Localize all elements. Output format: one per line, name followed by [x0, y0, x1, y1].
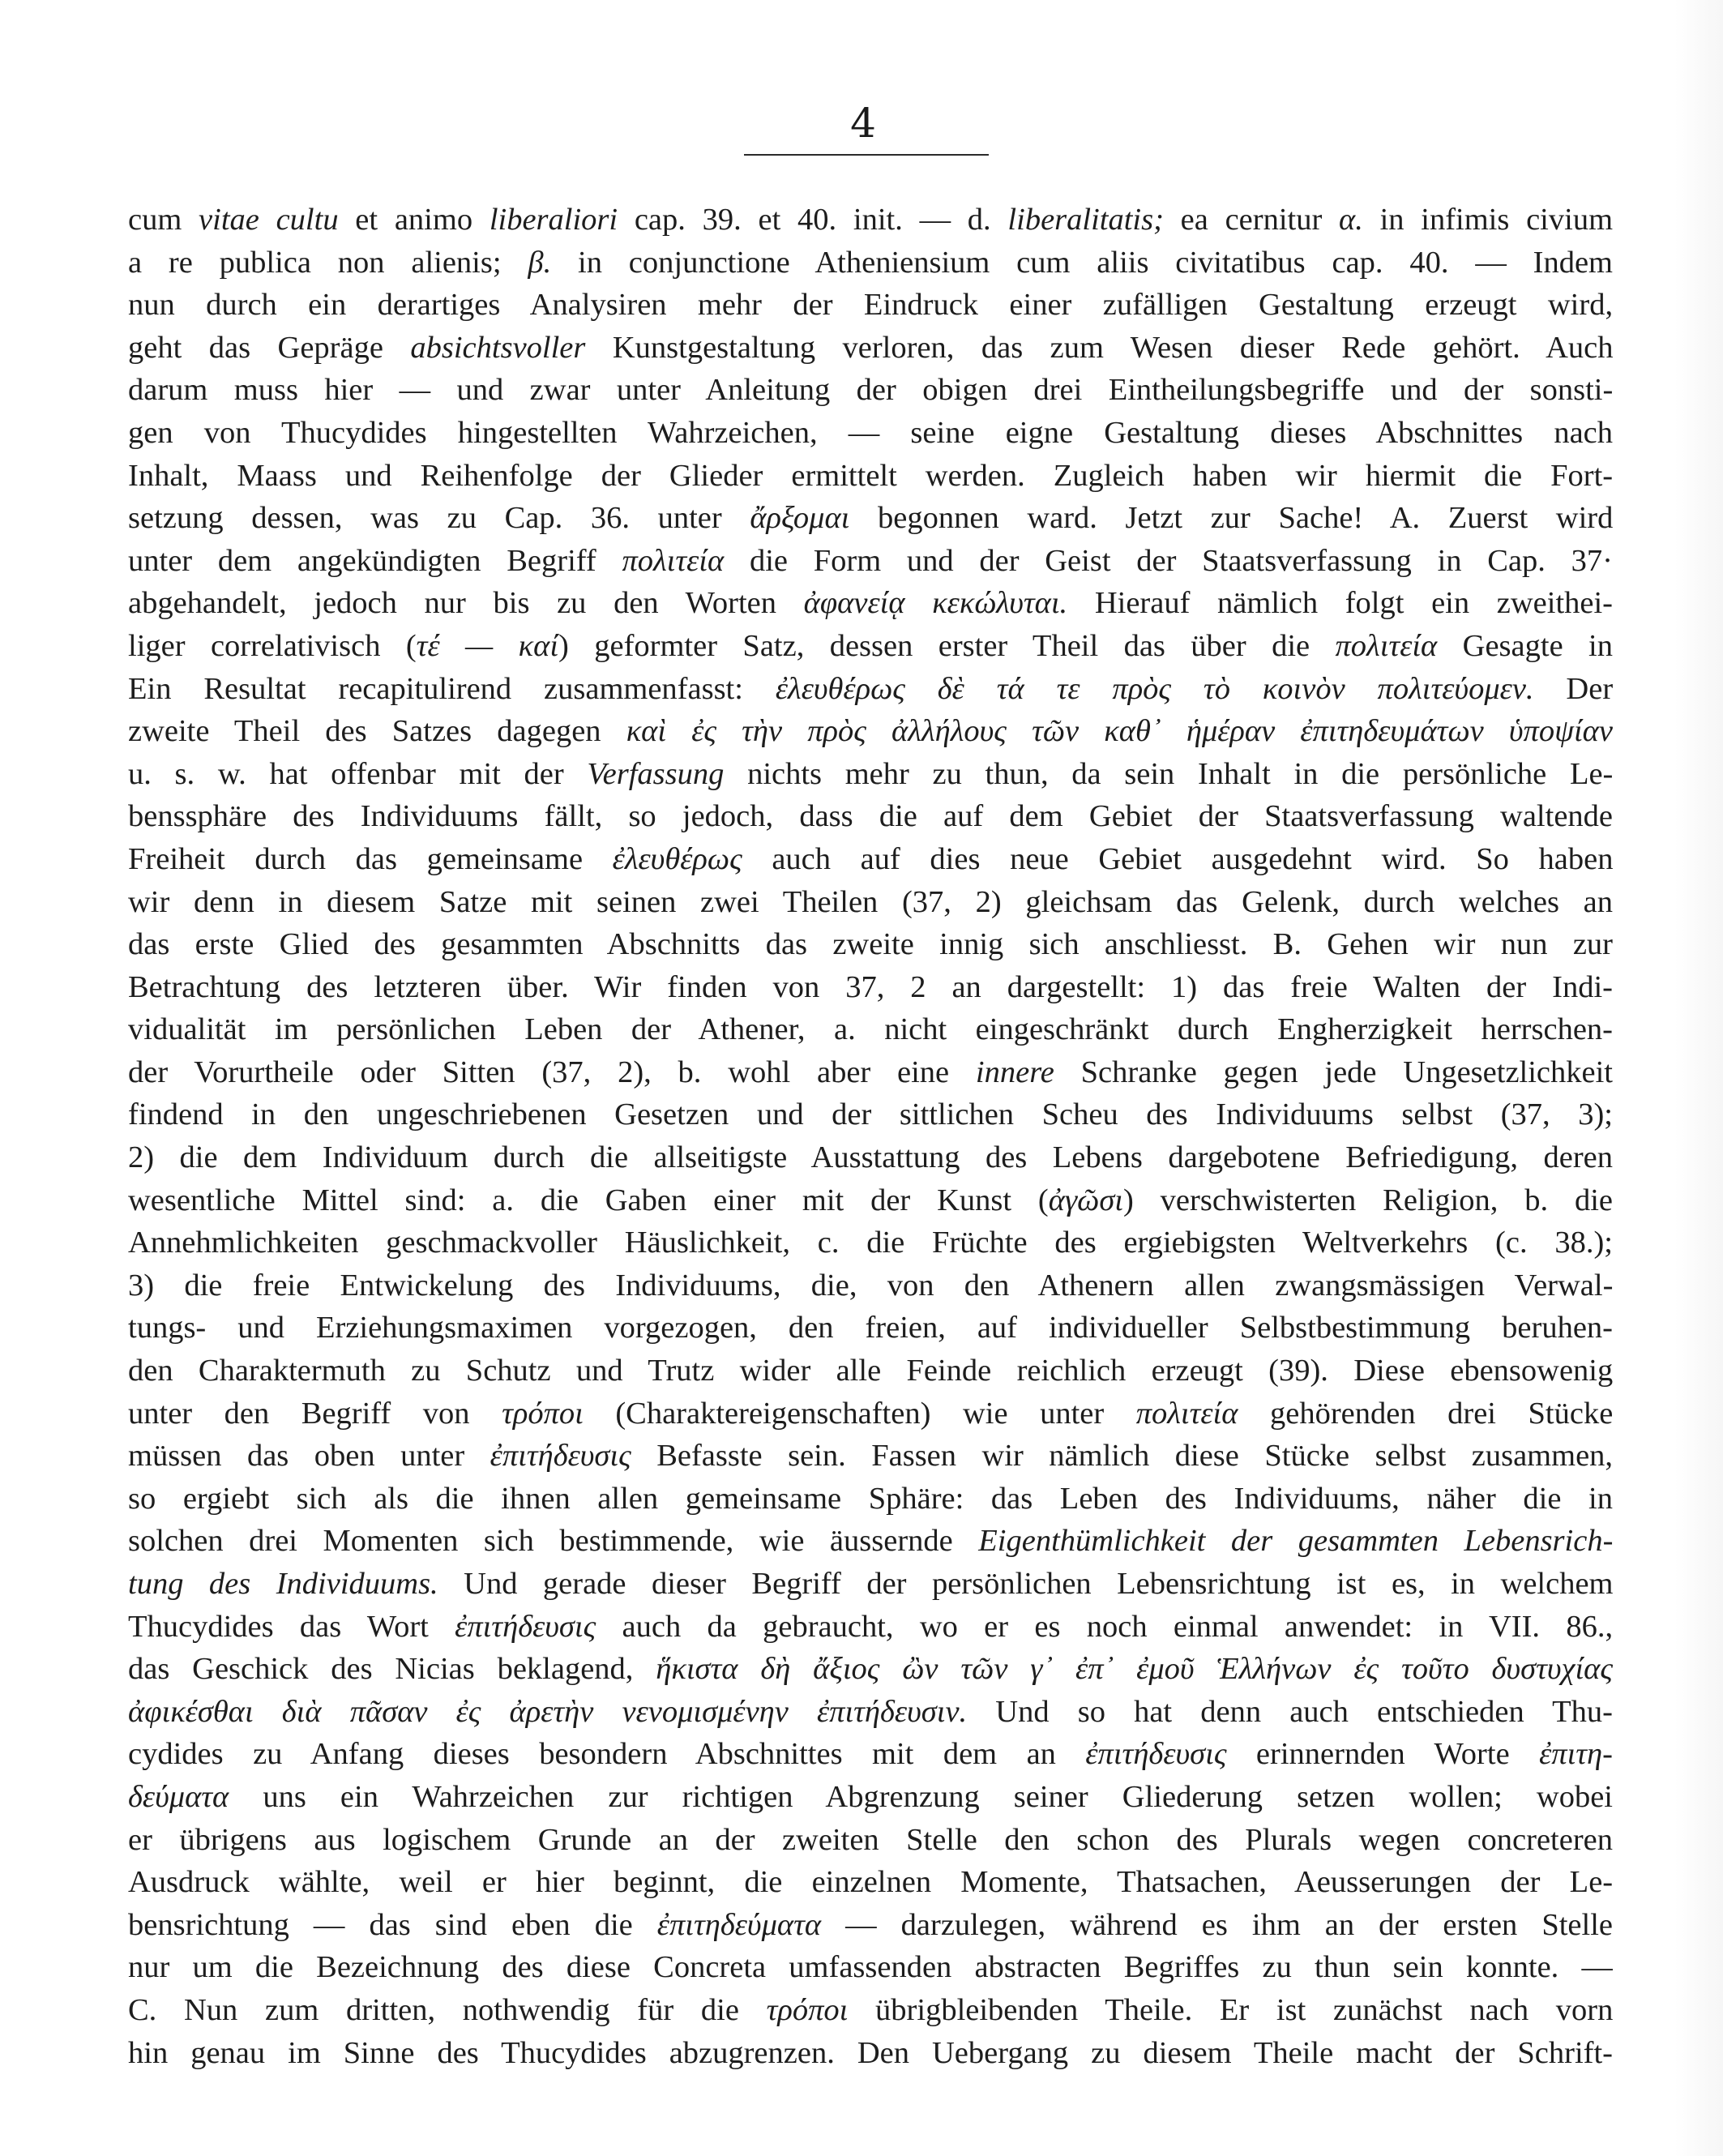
text-line [128, 625, 1613, 668]
text-segment: u. s. w. hat offenbar mit der [128, 756, 588, 791]
italic-text: liberaliori [489, 203, 618, 237]
text-segment: abgehandelt, jedoch nur bis zu den Worten [128, 586, 804, 621]
text-segment: gen von Thucydides hingestellten Wahrzeichen, — seine eigne Gestaltung dieses Abschnittes nach [128, 415, 1613, 450]
text-segment: cydides zu Anfang dieses besondern Abschnittes mit dem an [128, 1737, 1086, 1772]
paper-edge [1674, 0, 1723, 2156]
text-line [128, 1648, 1613, 1691]
italic-text: ἐπιτηδεύματα [656, 1907, 822, 1942]
text-segment: a re publica non alienis; [128, 245, 528, 280]
text-line [128, 1520, 1613, 1563]
italic-text: τρόποι [502, 1396, 584, 1431]
text-line [128, 1051, 1613, 1094]
text-segment: in conjunctione Atheniensium cum aliis civitatibus cap. 40. — Indem [551, 245, 1613, 280]
text-line [128, 540, 1613, 583]
text-segment: 2) die dem Individuum durch die allseitigste Ausstattung des Lebens dargebotene Befriedigung, deren [128, 1140, 1613, 1175]
italic-text: β. [528, 245, 552, 280]
italic-text: ἀγῶσι [1048, 1183, 1123, 1217]
text-segment: Der [1533, 671, 1613, 706]
italic-text: τέ — καί [416, 628, 559, 663]
text-segment: Thucydides das Wort [128, 1609, 455, 1644]
text-segment: — darzulegen, während es ihm an der ersten Stelle [821, 1907, 1613, 1942]
text-segment: Schranke gegen jede Ungesetzlichkeit [1054, 1054, 1613, 1089]
text-segment: Und gerade dieser Begriff der persönlichen Lebensrichtung ist es, in welchem [438, 1567, 1613, 1601]
text-segment: Befasste sein. Fassen wir nämlich diese Stücke selbst zusammen, [631, 1439, 1613, 1474]
text-segment: Und so hat denn auch entschieden Thu- [967, 1694, 1613, 1729]
text-segment: Gesagte in [1437, 628, 1613, 663]
text-line [128, 1392, 1613, 1435]
text-segment: Betrachtung des letzteren über. Wir finden von 37, 2 an dargestellt: 1) das freie Walten der Indi- [128, 969, 1613, 1004]
italic-text: ἐπιτη- [1539, 1737, 1613, 1772]
text-segment: unter dem angekündigten Begriff [128, 543, 622, 578]
text-line [128, 1776, 1613, 1819]
text-segment: unter den Begriff von [128, 1396, 502, 1431]
text-segment: C. Nun zum dritten, nothwendig für die [128, 1992, 767, 2027]
text-segment: darum muss hier — und zwar unter Anleitung der obigen drei Eintheilungsbegriffe und der sonsti- [128, 373, 1613, 408]
text-segment: übrigbleibenden Theile. Er ist zunächst nach vorn [848, 1992, 1613, 2027]
text-line [128, 284, 1613, 327]
text-line [128, 1691, 1613, 1734]
text-segment: der Vorurtheile oder Sitten (37, 2), b. wohl aber eine [128, 1054, 976, 1089]
italic-text: ἐπιτήδευσις [1085, 1737, 1227, 1772]
text-line [128, 1819, 1613, 1862]
text-segment: Ein Resultat recapitulirend zusammenfasst: [128, 671, 776, 706]
text-line [128, 1136, 1613, 1179]
header-rule [744, 154, 989, 156]
text-line [128, 1733, 1613, 1776]
text-segment: die Form und der Geist der Staatsverfassung in Cap. 37· [724, 543, 1613, 578]
text-line [128, 1093, 1613, 1136]
text-segment: Hierauf nämlich folgt ein zweithei- [1067, 586, 1613, 621]
text-line [128, 1264, 1613, 1307]
italic-text: καὶ ἐς τὴν πρὸς ἀλλήλους τῶν καθ᾽ ἡμέραν ἐπιτηδευμάτων ὑποψίαν [626, 714, 1613, 749]
text-segment: ) verschwisterten Religion, b. die [1123, 1183, 1613, 1217]
page-number: 4 [850, 100, 876, 147]
text-line [128, 369, 1613, 412]
text-segment: erinnernden Worte [1226, 1737, 1540, 1772]
text-segment: gehörenden drei Stücke [1238, 1396, 1613, 1431]
text-segment: müssen das oben unter [128, 1439, 490, 1474]
text-segment: 3) die freie Entwickelung des Individuums, die, von den Athenern allen zwangsmässigen Verwal- [128, 1268, 1613, 1303]
text-line [128, 1008, 1613, 1051]
text-segment: Freiheit durch das gemeinsame [128, 841, 613, 876]
italic-text: ἐπιτήδευσις [455, 1609, 596, 1644]
italic-text: πολιτεία [622, 543, 725, 578]
text-segment: uns ein Wahrzeichen zur richtigen Abgrenzung seiner Gliederung setzen wollen; wobei [229, 1779, 1613, 1814]
text-segment: ea cernitur [1163, 203, 1340, 237]
text-segment: tungs- und Erziehungsmaximen vorgezogen, den freien, auf individueller Selbstbestimmung beruhen- [128, 1311, 1613, 1345]
text-segment: Kunstgestaltung verloren, das zum Wesen dieser Rede gehört. Auch [585, 330, 1613, 365]
italic-text: Eigenthümlichkeit der gesammten Lebensrich- [978, 1524, 1613, 1559]
text-segment: das erste Glied des gesammten Abschnitts das zweite innig sich anschliesst. B. Gehen wir nun zur [128, 927, 1613, 962]
text-line [128, 242, 1613, 284]
text-segment: vidualität im persönlichen Leben der Athener, a. nicht eingeschränkt durch Engherzigkeit herrschen- [128, 1012, 1613, 1047]
text-line [128, 1606, 1613, 1649]
text-line [128, 710, 1613, 753]
text-segment: begonnen ward. Jetzt zur Sache! A. Zuerst wird [849, 501, 1613, 536]
text-segment: solchen drei Momenten sich bestimmende, wie äussernde [128, 1524, 979, 1559]
text-line [128, 881, 1613, 924]
text-line [128, 412, 1613, 455]
text-line [128, 923, 1613, 966]
text-segment: wir denn in diesem Satze mit seinen zwei Theilen (37, 2) gleichsam das Gelenk, durch welches an [128, 884, 1613, 919]
text-segment: Ausdruck wählte, weil er hier beginnt, die einzelnen Momente, Thatsachen, Aeusserungen der Le- [128, 1865, 1613, 1900]
text-line [128, 199, 1613, 242]
body-text [128, 199, 1613, 2074]
text-segment: liger correlativisch ( [128, 628, 417, 663]
italic-text: ἄρξομαι [750, 501, 850, 536]
italic-text: Verfassung [587, 756, 725, 791]
text-line [128, 1563, 1613, 1606]
text-line [128, 327, 1613, 370]
italic-text: ἀφικέσθαι διὰ πᾶσαν ἐς ἀρετὴν νενομισμένην ἐπιτήδευσιν. [128, 1694, 968, 1729]
text-segment: hin genau im Sinne des Thucydides abzugrenzen. Den Uebergang zu diesem Theile macht der Schrift- [128, 2035, 1613, 2070]
text-line [128, 838, 1613, 881]
italic-text: vitae cultu [199, 203, 339, 237]
italic-text: πολιτεία [1135, 1396, 1238, 1431]
text-line [128, 1179, 1613, 1222]
text-line [128, 1307, 1613, 1350]
italic-text: tung des Individuums. [128, 1567, 438, 1601]
text-segment: findend in den ungeschriebenen Gesetzen und der sittlichen Scheu des Individuums selbst (37, 3); [128, 1097, 1613, 1132]
text-line [128, 1904, 1613, 1947]
text-segment: setzung dessen, was zu Cap. 36. unter [128, 501, 750, 536]
text-line [128, 1946, 1613, 1989]
italic-text: ἥκιστα δὴ ἄξιος ὢν τῶν γ᾽ ἐπ᾽ ἐμοῦ Ἑλλήνων ἐς τοῦτο δυστυχίας [656, 1652, 1613, 1687]
text-segment: (Charaktereigenschaften) wie unter [583, 1396, 1136, 1431]
text-segment: geht das Gepräge [128, 330, 411, 365]
text-line [128, 668, 1613, 711]
text-line [128, 966, 1613, 1009]
text-segment: cap. 39. et 40. init. — d. [618, 203, 1008, 237]
text-segment: auch da gebraucht, wo er es noch einmal anwendet: in VII. 86., [596, 1609, 1613, 1644]
text-segment: nun durch ein derartiges Analysiren mehr der Eindruck einer zufälligen Gestaltung erzeugt wird, [128, 288, 1613, 323]
text-segment: Inhalt, Maass und Reihenfolge der Glieder ermittelt werden. Zugleich haben wir hiermit die Fort- [128, 458, 1613, 493]
text-line [128, 1478, 1613, 1521]
text-line [128, 753, 1613, 796]
italic-text: ἀφανείᾳ κεκώλυται. [803, 586, 1068, 621]
text-segment: wesentliche Mittel sind: a. die Gaben einer mit der Kunst ( [128, 1183, 1049, 1217]
text-segment: er übrigens aus logischem Grunde an der zweiten Stelle den schon des Plurals wegen concreteren [128, 1822, 1613, 1857]
italic-text: τρόποι [766, 1992, 849, 2027]
italic-text: πολιτεία [1335, 628, 1438, 663]
text-line [128, 455, 1613, 498]
text-segment: ) geformter Satz, dessen erster Theil das über die [558, 628, 1336, 663]
text-segment: et animo [338, 203, 490, 237]
text-line [128, 582, 1613, 625]
text-segment: benssphäre des Individuums fällt, so jedoch, dass die auf dem Gebiet der Staatsverfassung waltende [128, 799, 1613, 834]
text-line [128, 1435, 1613, 1478]
text-segment: Annehmlichkeiten geschmackvoller Häuslichkeit, c. die Früchte des ergiebigsten Weltverkehrs (c. 38.); [128, 1226, 1613, 1260]
text-segment: cum [128, 203, 199, 237]
text-line [128, 1989, 1613, 2032]
text-line [128, 1350, 1613, 1392]
text-segment: nur um die Bezeichnung des diese Concreta umfassenden abstracten Begriffes zu thun sein konnte. — [128, 1950, 1613, 1985]
text-segment: in infimis civium [1362, 203, 1613, 237]
text-segment: zweite Theil des Satzes dagegen [128, 714, 626, 749]
text-line [128, 1221, 1613, 1264]
italic-text: ἐπιτήδευσις [490, 1439, 631, 1474]
text-segment: den Charaktermuth zu Schutz und Trutz wider alle Feinde reichlich erzeugt (39). Diese ebensowenig [128, 1354, 1613, 1388]
italic-text: liberalitatis; [1007, 203, 1164, 237]
text-line [128, 1861, 1613, 1904]
italic-text: ἐλευθέρως [612, 841, 742, 876]
italic-text: innere [975, 1054, 1054, 1089]
italic-text: absichtsvoller [410, 330, 586, 365]
text-segment: so ergiebt sich als die ihnen allen gemeinsame Sphäre: das Leben des Individuums, näher die in [128, 1481, 1613, 1516]
text-segment: das Geschick des Nicias beklagend, [128, 1652, 656, 1687]
italic-text: δεύματα [128, 1779, 229, 1814]
italic-text: ἐλευθέρως δὲ τά τε πρὸς τὸ κοινὸν πολιτεύομεν. [775, 671, 1534, 706]
text-line [128, 795, 1613, 838]
text-line [128, 497, 1613, 540]
text-segment: nichts mehr zu thun, da sein Inhalt in die persönliche Le- [724, 756, 1613, 791]
text-segment: auch auf dies neue Gebiet ausgedehnt wird. So haben [742, 841, 1613, 876]
text-segment: bensrichtung — das sind eben die [128, 1907, 657, 1942]
italic-text: α. [1339, 203, 1363, 237]
text-line [128, 2032, 1613, 2075]
